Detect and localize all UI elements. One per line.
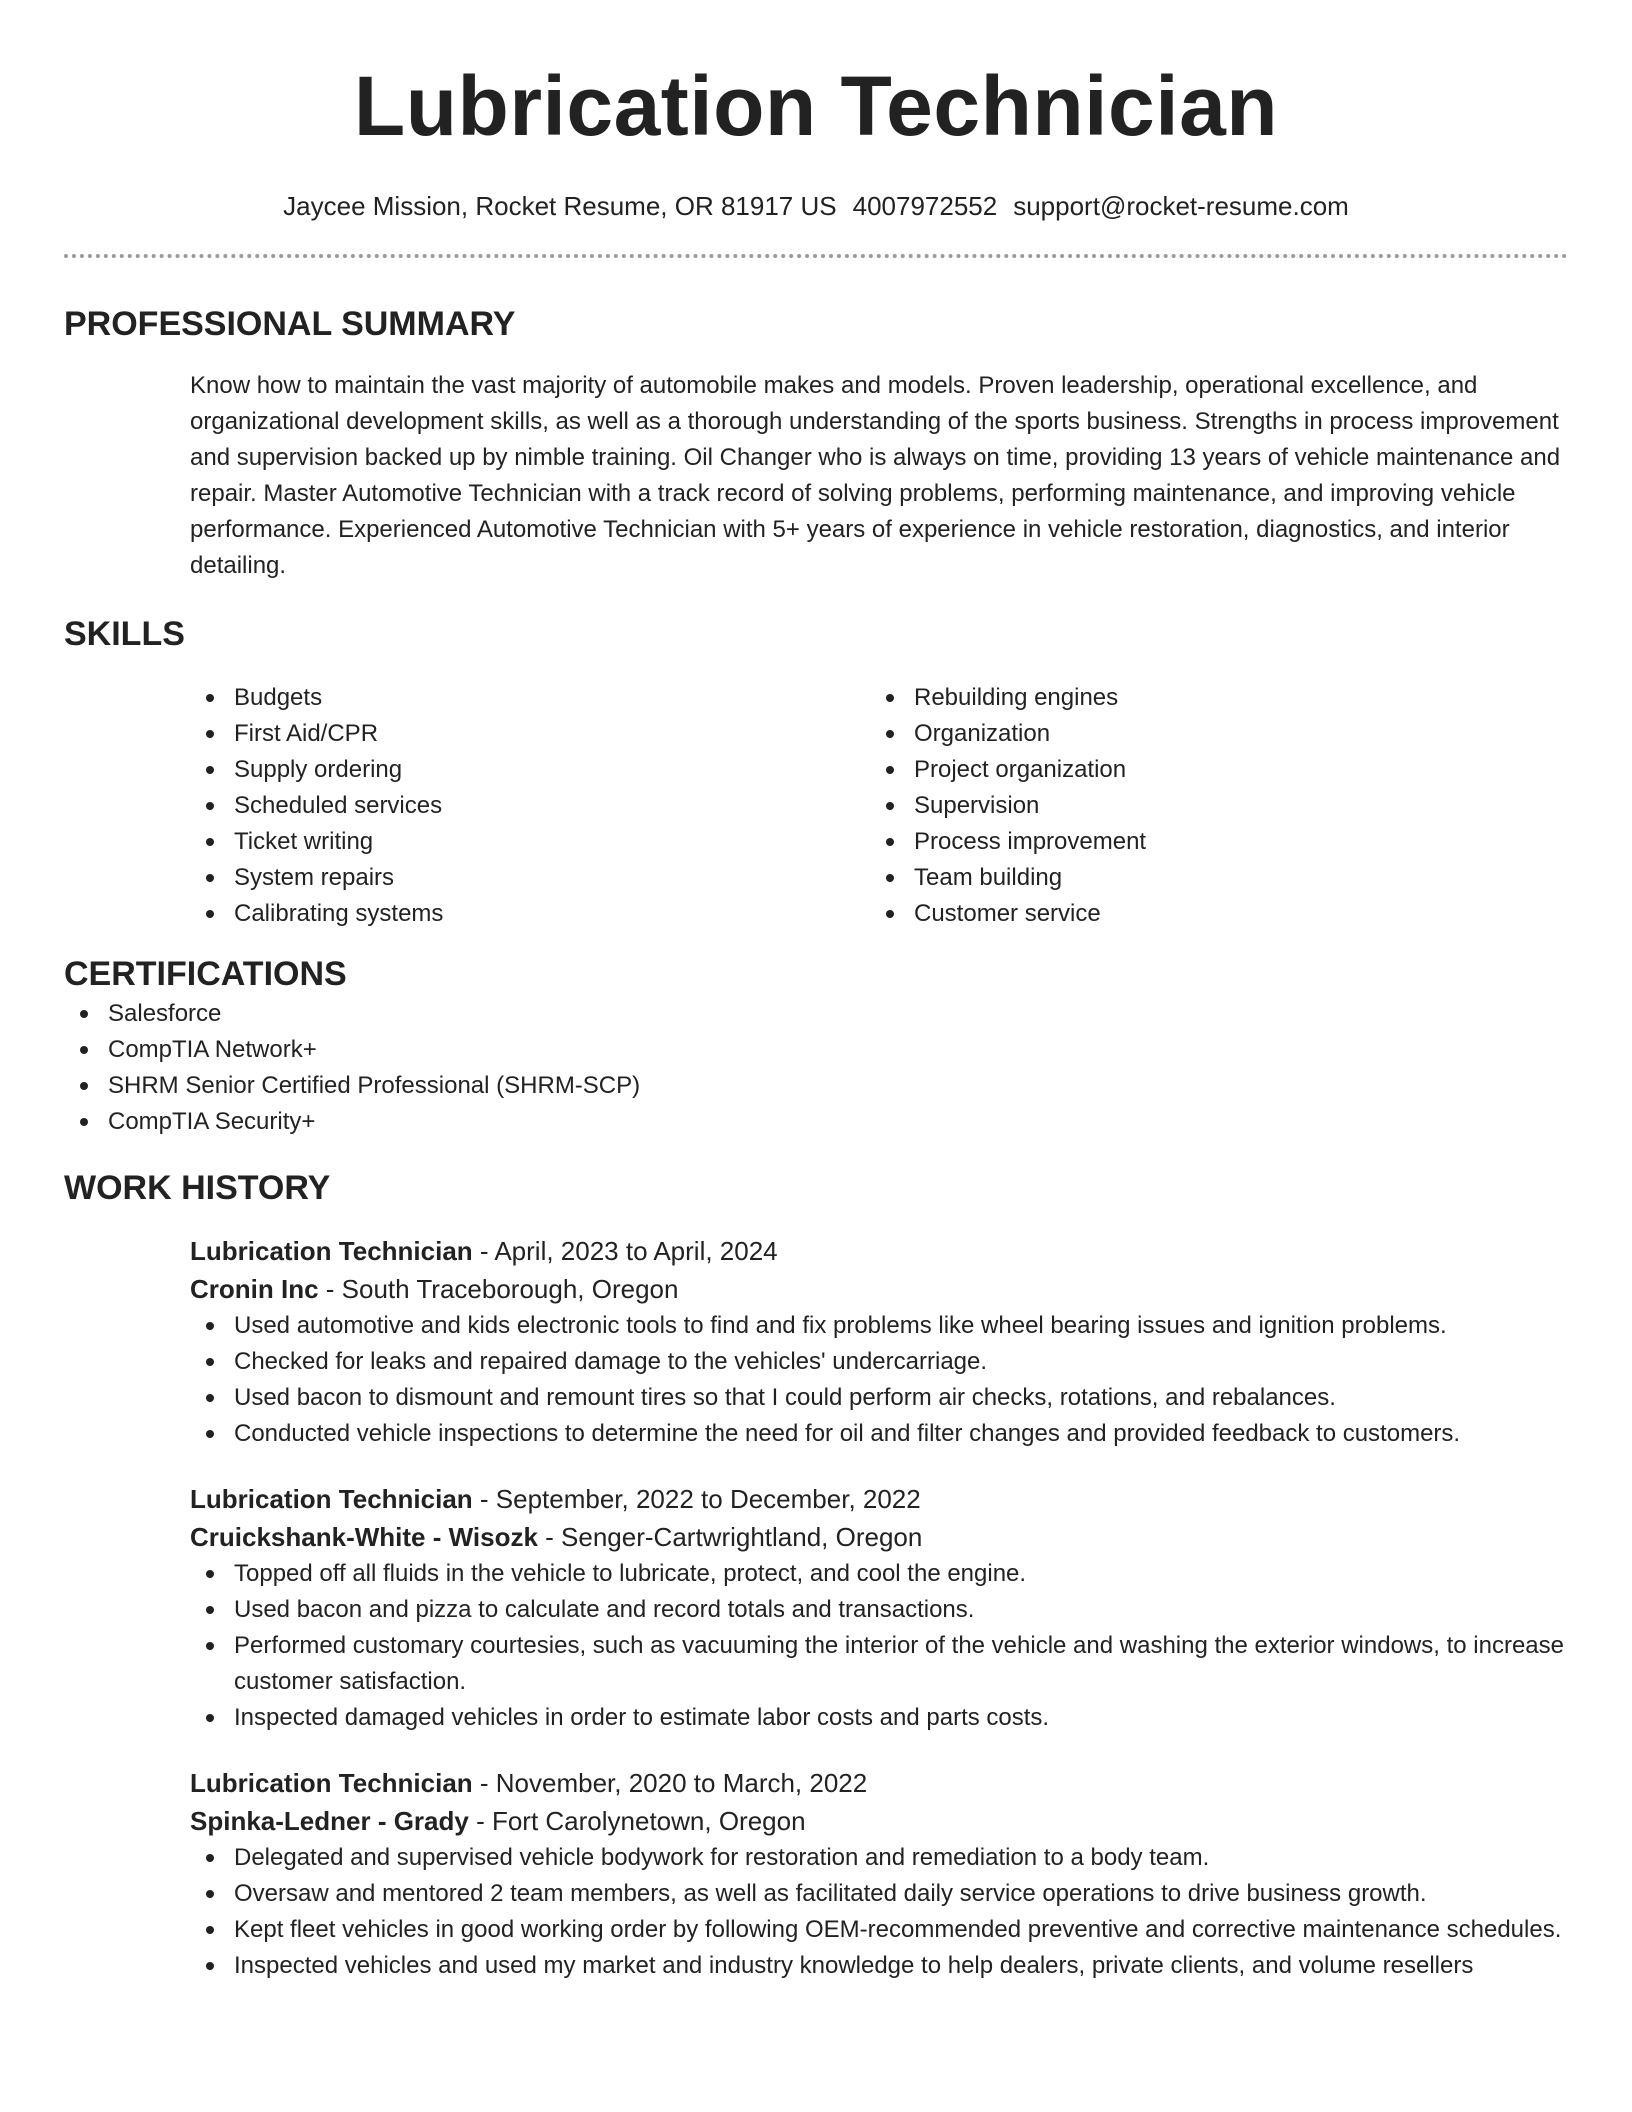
certification-item: CompTIA Security+ bbox=[64, 1104, 1568, 1140]
job-entry bbox=[190, 1232, 1570, 1452]
skill-item: Process improvement bbox=[870, 824, 1530, 860]
skills-list-left bbox=[190, 680, 850, 932]
job-separator: - bbox=[537, 1522, 562, 1552]
job-entry bbox=[190, 1480, 1570, 1736]
skill-item: Calibrating systems bbox=[190, 896, 850, 932]
job-role: Lubrication Technician bbox=[190, 1768, 473, 1798]
skill-item: Supervision bbox=[870, 788, 1530, 824]
job-role: Lubrication Technician bbox=[190, 1236, 473, 1266]
skill-item: Project organization bbox=[870, 752, 1530, 788]
job-entry bbox=[190, 1764, 1570, 1984]
job-bullet: Delegated and supervised vehicle bodywork for restoration and remediation to a body team. bbox=[190, 1840, 1570, 1876]
summary-section bbox=[64, 302, 1568, 584]
job-title-line bbox=[190, 1480, 1570, 1518]
job-dates: April, 2023 to April, 2024 bbox=[494, 1236, 778, 1266]
summary-text: Know how to maintain the vast majority of automobile makes and models. Proven leadership, operational excellence, and organizational development skills, as well as a thorough understanding of the sports business. Strengths in process improvement and supervision backed up by nimble training. Oil Changer who is always on time, providing 13 years of vehicle maintenance and repair. Master Automotive Technician with a track record of solving problems, performing maintenance, and improving vehicle performance. Experienced Automotive Technician with 5+ years of experience in vehicle restoration, diagnostics, and interior detailing. bbox=[190, 372, 1561, 579]
job-company-line bbox=[190, 1270, 1570, 1308]
job-company-line bbox=[190, 1518, 1570, 1556]
job-title-line bbox=[190, 1232, 1570, 1270]
work-history-heading: WORK HISTORY bbox=[64, 1169, 331, 1207]
skill-item: Customer service bbox=[870, 896, 1530, 932]
skill-item: Rebuilding engines bbox=[870, 680, 1530, 716]
job-bullet: Checked for leaks and repaired damage to the vehicles' undercarriage. bbox=[190, 1344, 1570, 1380]
certifications-list bbox=[64, 996, 1568, 1140]
contact-address: Jaycee Mission, Rocket Resume, OR 81917 US bbox=[283, 191, 837, 221]
job-company: Cronin Inc bbox=[190, 1274, 319, 1304]
job-separator: - bbox=[318, 1274, 342, 1304]
job-dates: September, 2022 to December, 2022 bbox=[495, 1484, 921, 1514]
job-separator: - bbox=[472, 1236, 495, 1266]
job-bullet: Topped off all fluids in the vehicle to lubricate, protect, and cool the engine. bbox=[190, 1556, 1570, 1592]
job-bullet-list bbox=[190, 1308, 1570, 1452]
job-company: Cruickshank-White - Wisozk bbox=[190, 1522, 538, 1552]
certifications-heading: CERTIFICATIONS bbox=[64, 955, 347, 993]
job-bullet: Oversaw and mentored 2 team members, as well as facilitated daily service operations to drive business growth. bbox=[190, 1876, 1570, 1912]
skill-item: Organization bbox=[870, 716, 1530, 752]
contact-email[interactable]: support@rocket-resume.com bbox=[1013, 191, 1349, 221]
job-bullet: Used bacon to dismount and remount tires so that I could perform air checks, rotations, and rebalances. bbox=[190, 1380, 1570, 1416]
job-bullet-list bbox=[190, 1556, 1570, 1736]
work-history-section bbox=[64, 1166, 1568, 1984]
skill-item: System repairs bbox=[190, 860, 850, 896]
job-separator: - bbox=[472, 1484, 496, 1514]
skill-item: Team building bbox=[870, 860, 1530, 896]
job-bullet: Inspected vehicles and used my market and industry knowledge to help dealers, private clients, and volume resellers bbox=[190, 1948, 1570, 1984]
job-bullet: Conducted vehicle inspections to determine the need for oil and filter changes and provided feedback to customers. bbox=[190, 1416, 1570, 1452]
job-title-line bbox=[190, 1764, 1570, 1802]
job-separator: - bbox=[468, 1806, 492, 1836]
contact-phone: 4007972552 bbox=[852, 191, 998, 221]
job-role: Lubrication Technician bbox=[190, 1484, 473, 1514]
skill-item: Budgets bbox=[190, 680, 850, 716]
contact-line bbox=[0, 188, 1632, 224]
skill-item: First Aid/CPR bbox=[190, 716, 850, 752]
job-bullet: Used bacon and pizza to calculate and record totals and transactions. bbox=[190, 1592, 1570, 1628]
header-divider bbox=[64, 254, 1568, 258]
job-dates: November, 2020 to March, 2022 bbox=[495, 1768, 868, 1798]
job-company: Spinka-Ledner - Grady bbox=[190, 1806, 469, 1836]
skills-heading: SKILLS bbox=[64, 615, 185, 653]
job-bullet: Inspected damaged vehicles in order to estimate labor costs and parts costs. bbox=[190, 1700, 1570, 1736]
certification-item: SHRM Senior Certified Professional (SHRM-SCP) bbox=[64, 1068, 1568, 1104]
job-bullet: Kept fleet vehicles in good working order by following OEM-recommended preventive and corrective maintenance schedules. bbox=[190, 1912, 1570, 1948]
candidate-name: Lubrication Technician bbox=[353, 59, 1279, 153]
skills-columns bbox=[190, 680, 1568, 932]
certification-item: CompTIA Network+ bbox=[64, 1032, 1568, 1068]
skill-item: Scheduled services bbox=[190, 788, 850, 824]
job-location: South Traceborough, Oregon bbox=[341, 1274, 679, 1304]
skills-section bbox=[64, 612, 1568, 932]
job-location: Senger-Cartwrightland, Oregon bbox=[561, 1522, 923, 1552]
job-bullet: Used automotive and kids electronic tools to find and fix problems like wheel bearing issues and ignition problems. bbox=[190, 1308, 1570, 1344]
skill-item: Ticket writing bbox=[190, 824, 850, 860]
job-bullet-list bbox=[190, 1840, 1570, 1984]
skill-item: Supply ordering bbox=[190, 752, 850, 788]
certifications-section bbox=[64, 952, 1568, 1140]
skills-list-right bbox=[870, 680, 1530, 932]
job-bullet: Performed customary courtesies, such as vacuuming the interior of the vehicle and washing the exterior windows, to increase customer satisfaction. bbox=[190, 1628, 1570, 1700]
job-separator: - bbox=[472, 1768, 496, 1798]
job-company-line bbox=[190, 1802, 1570, 1840]
summary-heading: PROFESSIONAL SUMMARY bbox=[64, 305, 516, 343]
certification-item: Salesforce bbox=[64, 996, 1568, 1032]
job-location: Fort Carolynetown, Oregon bbox=[491, 1806, 806, 1836]
